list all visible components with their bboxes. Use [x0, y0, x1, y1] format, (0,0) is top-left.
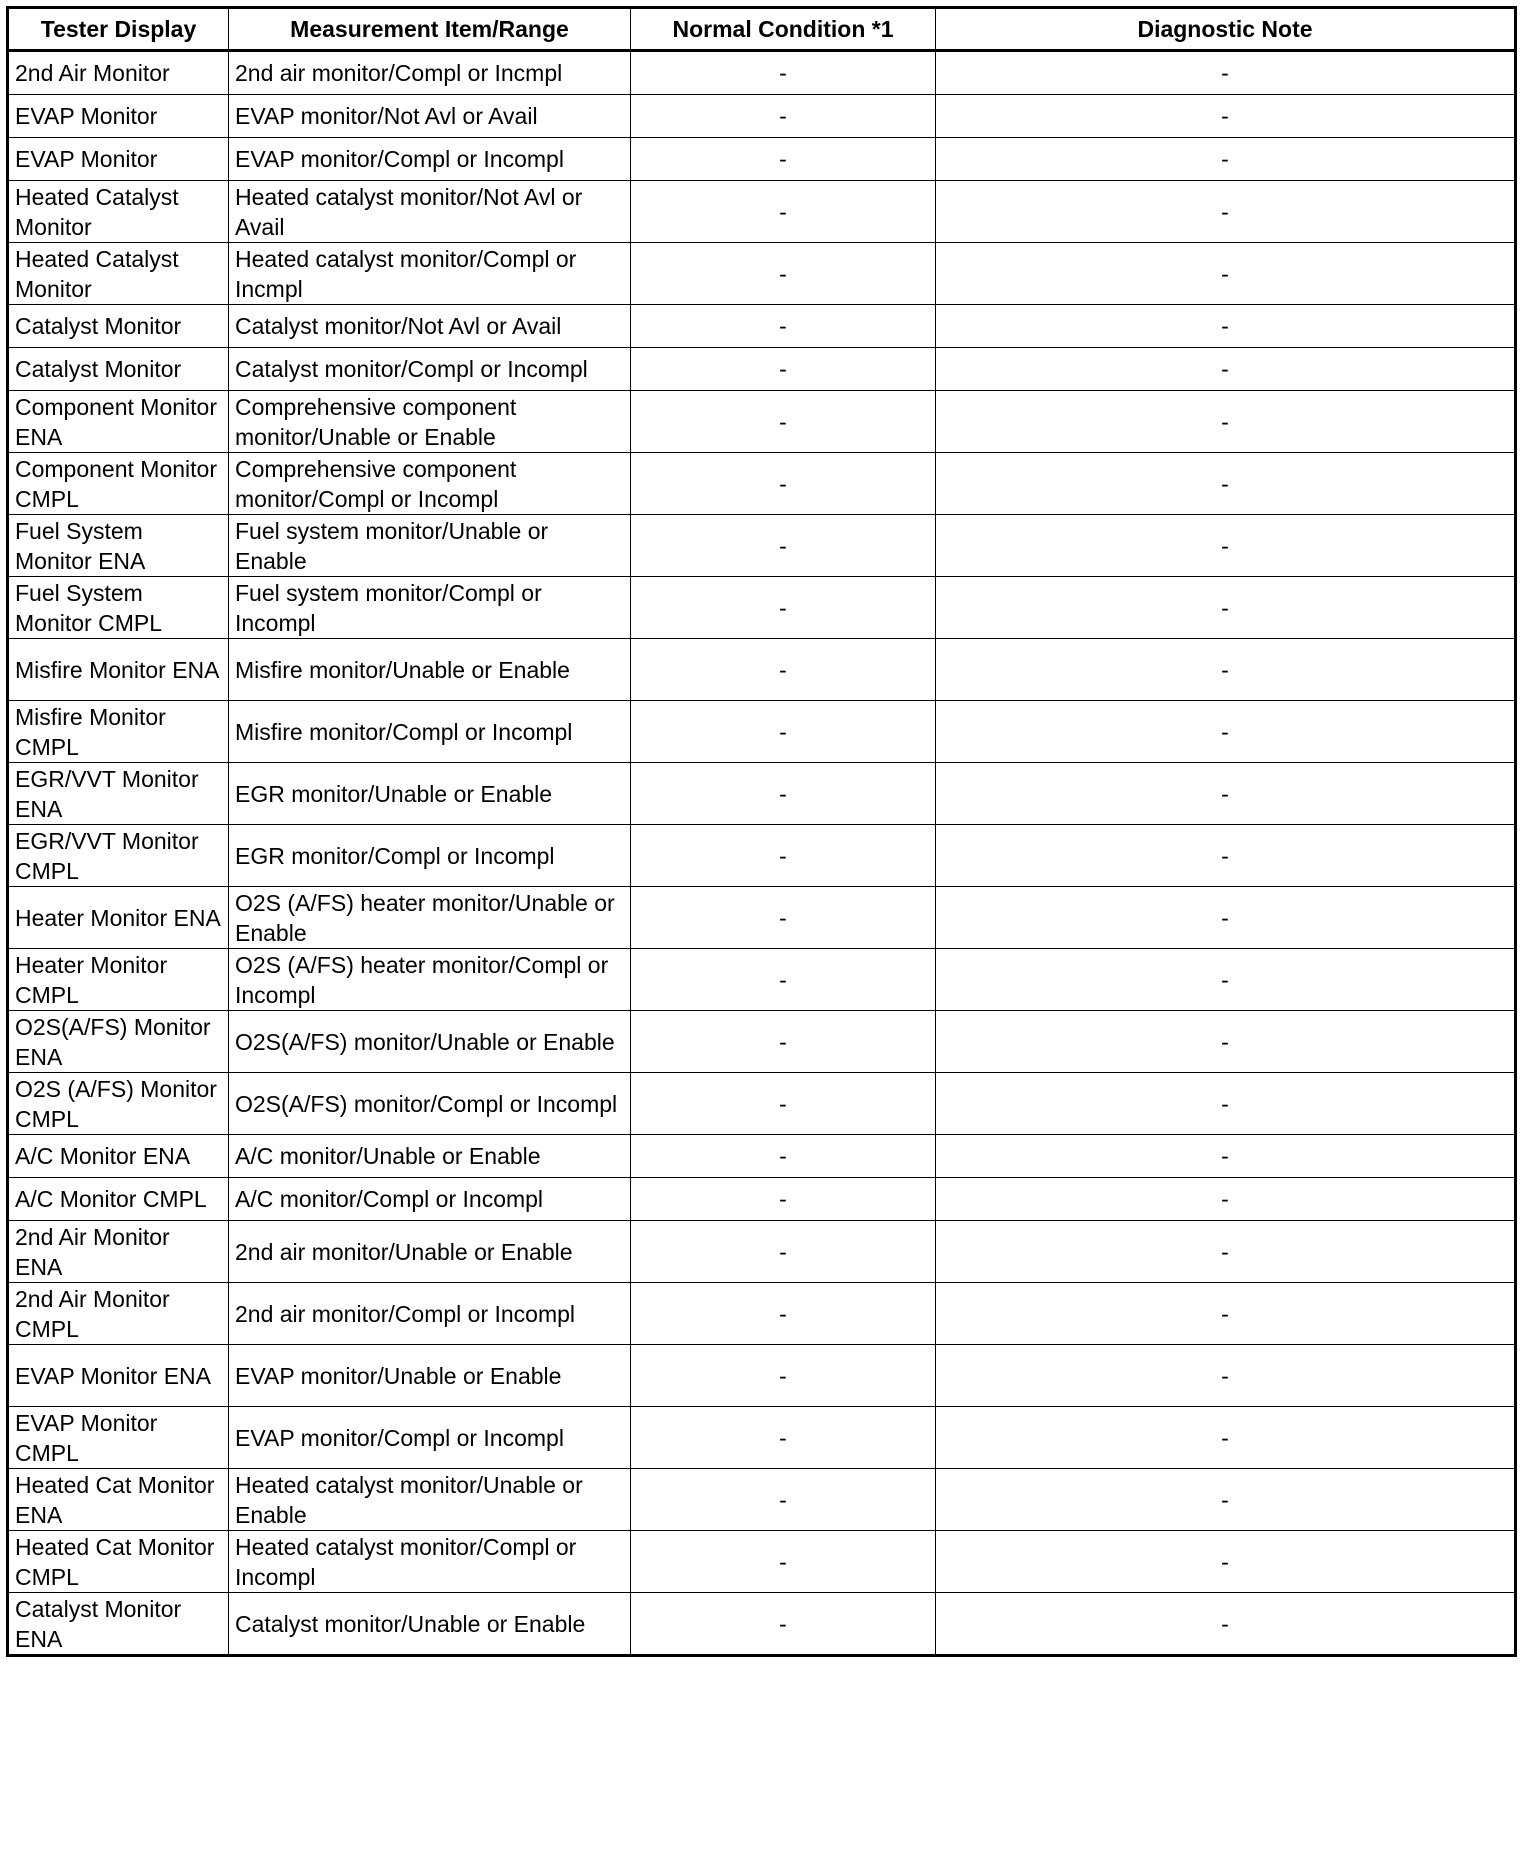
- table-row: [8, 577, 1516, 639]
- cell-diagnostic-note: -: [936, 1221, 1516, 1283]
- cell-measurement: Fuel system monitor/Unable or Enable: [229, 515, 631, 577]
- cell-diagnostic-note: -: [936, 577, 1516, 639]
- cell-measurement: Heated catalyst monitor/Compl or Incmpl: [229, 243, 631, 305]
- table-row: [8, 825, 1516, 887]
- cell-measurement: Comprehensive component monitor/Unable or Enable: [229, 391, 631, 453]
- cell-diagnostic-note: -: [936, 138, 1516, 181]
- cell-tester-display: Heater Monitor CMPL: [8, 949, 229, 1011]
- cell-measurement: Catalyst monitor/Not Avl or Avail: [229, 305, 631, 348]
- cell-tester-display: Heated Catalyst Monitor: [8, 243, 229, 305]
- cell-diagnostic-note: -: [936, 1283, 1516, 1345]
- cell-tester-display: A/C Monitor ENA: [8, 1135, 229, 1178]
- cell-normal-condition: -: [631, 1283, 936, 1345]
- cell-measurement: 2nd air monitor/Compl or Incompl: [229, 1283, 631, 1345]
- cell-diagnostic-note: -: [936, 1073, 1516, 1135]
- cell-measurement: O2S(A/FS) monitor/Compl or Incompl: [229, 1073, 631, 1135]
- cell-normal-condition: -: [631, 887, 936, 949]
- cell-tester-display: Catalyst Monitor: [8, 348, 229, 391]
- cell-measurement: Misfire monitor/Unable or Enable: [229, 639, 631, 701]
- cell-normal-condition: -: [631, 515, 936, 577]
- cell-tester-display: Heated Cat Monitor CMPL: [8, 1531, 229, 1593]
- table-row: [8, 391, 1516, 453]
- header-diagnostic-note: Diagnostic Note: [936, 8, 1516, 51]
- cell-measurement: A/C monitor/Compl or Incompl: [229, 1178, 631, 1221]
- cell-normal-condition: -: [631, 825, 936, 887]
- cell-normal-condition: -: [631, 949, 936, 1011]
- table-row: [8, 1135, 1516, 1178]
- cell-diagnostic-note: -: [936, 1407, 1516, 1469]
- cell-diagnostic-note: -: [936, 348, 1516, 391]
- table-row: [8, 138, 1516, 181]
- cell-measurement: Heated catalyst monitor/Unable or Enable: [229, 1469, 631, 1531]
- cell-diagnostic-note: -: [936, 949, 1516, 1011]
- table-row: [8, 1407, 1516, 1469]
- table-row: [8, 243, 1516, 305]
- cell-tester-display: Heated Catalyst Monitor: [8, 181, 229, 243]
- monitor-status-table: [6, 6, 1517, 1657]
- table-row: [8, 949, 1516, 1011]
- cell-tester-display: EVAP Monitor ENA: [8, 1345, 229, 1407]
- cell-measurement: EVAP monitor/Compl or Incompl: [229, 1407, 631, 1469]
- cell-measurement: EVAP monitor/Unable or Enable: [229, 1345, 631, 1407]
- table-row: [8, 453, 1516, 515]
- cell-measurement: A/C monitor/Unable or Enable: [229, 1135, 631, 1178]
- cell-diagnostic-note: -: [936, 887, 1516, 949]
- cell-normal-condition: -: [631, 1531, 936, 1593]
- table-row: [8, 1221, 1516, 1283]
- table-row: [8, 1593, 1516, 1656]
- cell-measurement: O2S (A/FS) heater monitor/Unable or Enable: [229, 887, 631, 949]
- table-row: [8, 348, 1516, 391]
- table-row: [8, 95, 1516, 138]
- cell-tester-display: Heater Monitor ENA: [8, 887, 229, 949]
- cell-normal-condition: -: [631, 181, 936, 243]
- cell-tester-display: 2nd Air Monitor: [8, 51, 229, 95]
- cell-diagnostic-note: -: [936, 763, 1516, 825]
- cell-normal-condition: -: [631, 1221, 936, 1283]
- cell-diagnostic-note: -: [936, 1011, 1516, 1073]
- cell-measurement: Heated catalyst monitor/Not Avl or Avail: [229, 181, 631, 243]
- cell-normal-condition: -: [631, 1407, 936, 1469]
- cell-normal-condition: -: [631, 577, 936, 639]
- cell-normal-condition: -: [631, 453, 936, 515]
- cell-measurement: O2S (A/FS) heater monitor/Compl or Incompl: [229, 949, 631, 1011]
- cell-tester-display: 2nd Air Monitor CMPL: [8, 1283, 229, 1345]
- cell-diagnostic-note: -: [936, 305, 1516, 348]
- cell-measurement: Fuel system monitor/Compl or Incompl: [229, 577, 631, 639]
- table-row: [8, 1345, 1516, 1407]
- cell-normal-condition: -: [631, 1073, 936, 1135]
- cell-tester-display: Fuel System Monitor CMPL: [8, 577, 229, 639]
- cell-normal-condition: -: [631, 348, 936, 391]
- cell-diagnostic-note: -: [936, 515, 1516, 577]
- cell-measurement: EGR monitor/Compl or Incompl: [229, 825, 631, 887]
- cell-normal-condition: -: [631, 391, 936, 453]
- cell-tester-display: EGR/VVT Monitor ENA: [8, 763, 229, 825]
- cell-normal-condition: -: [631, 51, 936, 95]
- table-row: [8, 701, 1516, 763]
- cell-tester-display: A/C Monitor CMPL: [8, 1178, 229, 1221]
- cell-diagnostic-note: -: [936, 1135, 1516, 1178]
- table-row: [8, 1531, 1516, 1593]
- cell-normal-condition: -: [631, 138, 936, 181]
- cell-tester-display: EVAP Monitor: [8, 95, 229, 138]
- document-sheet: [6, 6, 1514, 1866]
- cell-tester-display: EVAP Monitor CMPL: [8, 1407, 229, 1469]
- table-row: [8, 639, 1516, 701]
- table-header-row: [8, 8, 1516, 51]
- cell-tester-display: O2S(A/FS) Monitor ENA: [8, 1011, 229, 1073]
- cell-diagnostic-note: -: [936, 95, 1516, 138]
- cell-diagnostic-note: -: [936, 1345, 1516, 1407]
- cell-measurement: 2nd air monitor/Compl or Incmpl: [229, 51, 631, 95]
- cell-measurement: EGR monitor/Unable or Enable: [229, 763, 631, 825]
- cell-measurement: Catalyst monitor/Unable or Enable: [229, 1593, 631, 1656]
- table-row: [8, 51, 1516, 95]
- cell-normal-condition: -: [631, 243, 936, 305]
- header-tester-display: Tester Display: [8, 8, 229, 51]
- cell-tester-display: Fuel System Monitor ENA: [8, 515, 229, 577]
- table-row: [8, 181, 1516, 243]
- cell-diagnostic-note: -: [936, 243, 1516, 305]
- cell-normal-condition: -: [631, 1469, 936, 1531]
- cell-normal-condition: -: [631, 1345, 936, 1407]
- cell-measurement: Comprehensive component monitor/Compl or Incompl: [229, 453, 631, 515]
- cell-tester-display: EVAP Monitor: [8, 138, 229, 181]
- cell-diagnostic-note: -: [936, 51, 1516, 95]
- table-row: [8, 1011, 1516, 1073]
- cell-diagnostic-note: -: [936, 1593, 1516, 1656]
- cell-normal-condition: -: [631, 639, 936, 701]
- table-row: [8, 1469, 1516, 1531]
- table-row: [8, 1283, 1516, 1345]
- cell-normal-condition: -: [631, 763, 936, 825]
- cell-normal-condition: -: [631, 1593, 936, 1656]
- cell-diagnostic-note: -: [936, 1469, 1516, 1531]
- cell-diagnostic-note: -: [936, 453, 1516, 515]
- cell-measurement: O2S(A/FS) monitor/Unable or Enable: [229, 1011, 631, 1073]
- cell-normal-condition: -: [631, 1011, 936, 1073]
- cell-measurement: Catalyst monitor/Compl or Incompl: [229, 348, 631, 391]
- table-row: [8, 1073, 1516, 1135]
- cell-tester-display: Catalyst Monitor: [8, 305, 229, 348]
- cell-normal-condition: -: [631, 305, 936, 348]
- cell-diagnostic-note: -: [936, 391, 1516, 453]
- cell-measurement: 2nd air monitor/Unable or Enable: [229, 1221, 631, 1283]
- cell-measurement: Heated catalyst monitor/Compl or Incompl: [229, 1531, 631, 1593]
- table-row: [8, 887, 1516, 949]
- cell-diagnostic-note: -: [936, 639, 1516, 701]
- cell-normal-condition: -: [631, 1135, 936, 1178]
- table-row: [8, 515, 1516, 577]
- cell-measurement: Misfire monitor/Compl or Incompl: [229, 701, 631, 763]
- cell-diagnostic-note: -: [936, 1178, 1516, 1221]
- cell-tester-display: O2S (A/FS) Monitor CMPL: [8, 1073, 229, 1135]
- cell-tester-display: Heated Cat Monitor ENA: [8, 1469, 229, 1531]
- cell-normal-condition: -: [631, 95, 936, 138]
- table-row: [8, 763, 1516, 825]
- cell-tester-display: Misfire Monitor CMPL: [8, 701, 229, 763]
- cell-diagnostic-note: -: [936, 701, 1516, 763]
- cell-tester-display: 2nd Air Monitor ENA: [8, 1221, 229, 1283]
- table-row: [8, 305, 1516, 348]
- header-measurement-item: Measurement Item/Range: [229, 8, 631, 51]
- cell-normal-condition: -: [631, 701, 936, 763]
- cell-tester-display: EGR/VVT Monitor CMPL: [8, 825, 229, 887]
- cell-tester-display: Component Monitor CMPL: [8, 453, 229, 515]
- cell-tester-display: Catalyst Monitor ENA: [8, 1593, 229, 1656]
- cell-tester-display: Misfire Monitor ENA: [8, 639, 229, 701]
- cell-diagnostic-note: -: [936, 181, 1516, 243]
- cell-measurement: EVAP monitor/Not Avl or Avail: [229, 95, 631, 138]
- cell-diagnostic-note: -: [936, 1531, 1516, 1593]
- header-normal-condition: Normal Condition *1: [631, 8, 936, 51]
- table-row: [8, 1178, 1516, 1221]
- cell-normal-condition: -: [631, 1178, 936, 1221]
- cell-diagnostic-note: -: [936, 825, 1516, 887]
- cell-measurement: EVAP monitor/Compl or Incompl: [229, 138, 631, 181]
- cell-tester-display: Component Monitor ENA: [8, 391, 229, 453]
